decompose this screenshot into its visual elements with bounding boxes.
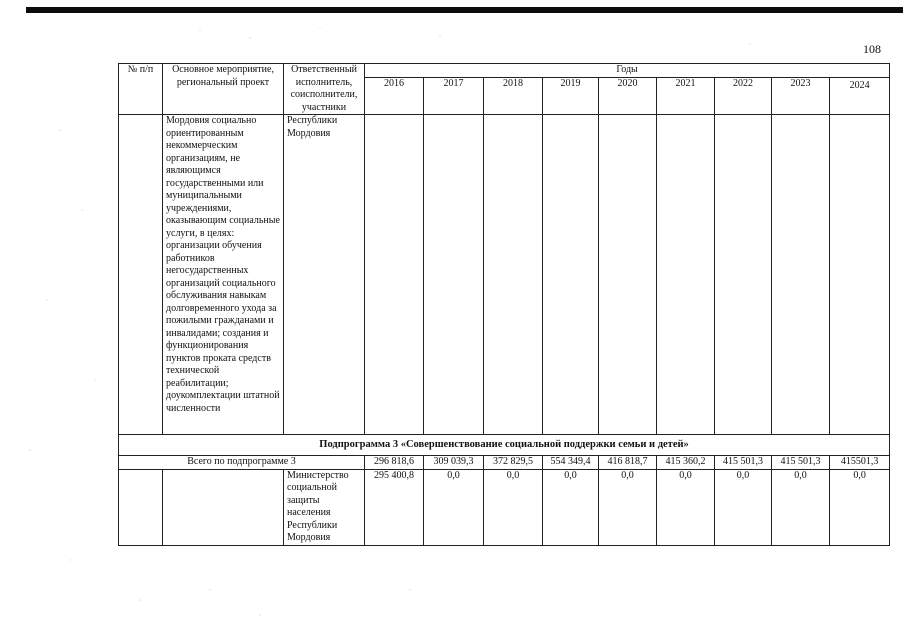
ministry-value: 0,0 [424, 469, 484, 545]
responsible-cell: Министерство социальной защиты населения Республики Мордовия [284, 469, 365, 545]
table-row [119, 115, 890, 435]
header-num: № п/п [119, 64, 163, 115]
ministry-value: 0,0 [715, 469, 772, 545]
header-year: 2019 [543, 77, 599, 114]
ministry-value: 0,0 [830, 469, 890, 545]
value-cell [657, 115, 715, 435]
value-cell [484, 115, 543, 435]
total-value: 309 039,3 [424, 456, 484, 470]
header-responsible: Ответственный исполнитель, соисполнители, участники [284, 64, 365, 115]
header-year: 2023 [772, 77, 830, 114]
measure-cell [163, 469, 284, 545]
subprogram-row [119, 435, 890, 456]
ministry-value: 295 400,8 [365, 469, 424, 545]
value-cell [599, 115, 657, 435]
total-value: 415 501,3 [772, 456, 830, 470]
responsible-cell: Республики Мордовия [284, 115, 365, 435]
header-year: 2018 [484, 77, 543, 114]
subprogram-title: Подпрограмма 3 «Совершенствование социальной поддержки семьи и детей» [119, 435, 890, 456]
header-year: 2022 [715, 77, 772, 114]
ministry-value: 0,0 [599, 469, 657, 545]
total-value: 415501,3 [830, 456, 890, 470]
total-value: 415 501,3 [715, 456, 772, 470]
header-year: 2024 [830, 77, 890, 114]
ministry-value: 0,0 [543, 469, 599, 545]
value-cell [424, 115, 484, 435]
value-cell [543, 115, 599, 435]
total-value: 415 360,2 [657, 456, 715, 470]
header-year: 2021 [657, 77, 715, 114]
measure-description: Мордовия социально ориентированным некоммерческим организациям, не являющимся государственными или муниципальными учреждениями, оказывающим социальные услуги, в целях: организации обучения работников негосударственных организаций социального обслуживания навыкам долговременного ухода за пожилыми гражданами и инвалидами; создания и функционирования пунктов проката средств технической реабилитации; доукомплектации штатной численности [163, 115, 284, 435]
total-value: 296 818,6 [365, 456, 424, 470]
total-value: 554 349,4 [543, 456, 599, 470]
value-cell [772, 115, 830, 435]
header-measure: Основное мероприятие, региональный проект [163, 64, 284, 115]
total-label: Всего по подпрограмме 3 [119, 456, 365, 470]
row-num [119, 115, 163, 435]
header-year: 2020 [599, 77, 657, 114]
ministry-value: 0,0 [484, 469, 543, 545]
ministry-row [119, 469, 890, 545]
total-value: 416 818,7 [599, 456, 657, 470]
header-year: 2017 [424, 77, 484, 114]
page-number: 108 [863, 42, 881, 56]
budget-table [118, 63, 890, 546]
header-year: 2016 [365, 77, 424, 114]
row-num [119, 469, 163, 545]
value-cell [365, 115, 424, 435]
ministry-value: 0,0 [772, 469, 830, 545]
header-years: Годы [365, 64, 890, 78]
value-cell [715, 115, 772, 435]
ministry-value: 0,0 [657, 469, 715, 545]
value-cell [830, 115, 890, 435]
total-row [119, 456, 890, 470]
total-value: 372 829,5 [484, 456, 543, 470]
scan-top-border [26, 7, 903, 13]
